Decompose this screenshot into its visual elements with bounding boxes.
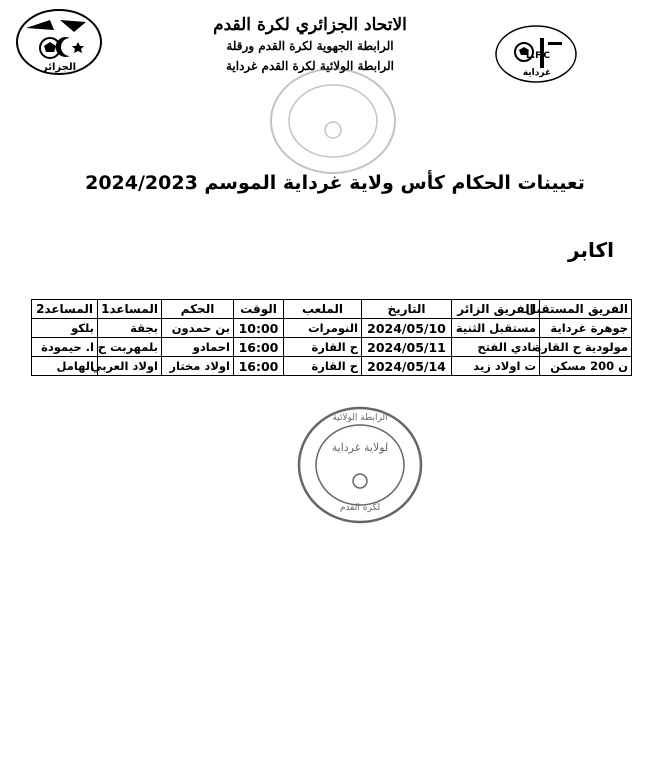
column-header: الملعب <box>284 300 362 319</box>
column-header: الحكم <box>162 300 234 319</box>
stamp-text-bottom: لكرة القدم <box>339 503 381 513</box>
stamp-text-middle: لولاية غرداية <box>331 441 389 454</box>
time-cell: 16:00 <box>234 357 284 376</box>
wilaya-league-logo-text: غرداية <box>522 68 552 78</box>
assistant2-cell: بلكو <box>32 319 98 338</box>
column-header: الفريق الزائر <box>452 300 540 319</box>
table-row <box>32 338 632 357</box>
category-label: اكابر <box>568 238 614 262</box>
referee-cell: اولاد مختار <box>162 357 234 376</box>
referee-cell: احمادو <box>162 338 234 357</box>
date-cell: 2024/05/14 <box>362 357 452 376</box>
wilaya-league-logo <box>494 24 578 84</box>
away-team-cell: ت اولاد زيد <box>452 357 540 376</box>
official-stamp <box>296 405 424 525</box>
federation-logo-text: الجزائر <box>41 62 76 73</box>
assistant1-cell: اولاد العربي <box>98 357 162 376</box>
column-header: المساعد2 <box>32 300 98 319</box>
referee-cell: بن حمدون <box>162 319 234 338</box>
assistant1-cell: بجقة <box>98 319 162 338</box>
date-cell: 2024/05/11 <box>362 338 452 357</box>
away-team-cell: نادي الفتح <box>452 338 540 357</box>
wilaya-league-name: الرابطة الولائية لكرة القدم غرداية <box>225 59 395 73</box>
table-header-row <box>32 300 632 319</box>
stadium-cell: ح القارة <box>284 338 362 357</box>
home-team-cell: ن 200 مسكن <box>540 357 632 376</box>
home-team-cell: مولودية ح القارة <box>540 338 632 357</box>
time-cell: 16:00 <box>234 338 284 357</box>
referee-assignments-table <box>31 299 632 376</box>
date-cell: 2024/05/10 <box>362 319 452 338</box>
faint-stamp-icon <box>268 66 398 176</box>
column-header: الفريق المستقبل <box>540 300 632 319</box>
assistant2-cell: الهامل <box>32 357 98 376</box>
federation-name: الاتحاد الجزائري لكرة القدم <box>213 15 407 35</box>
time-cell: 10:00 <box>234 319 284 338</box>
column-header: التاريخ <box>362 300 452 319</box>
assistant2-cell: ا. حيمودة <box>32 338 98 357</box>
regional-league-name: الرابطة الجهوية لكرة القدم ورقلة <box>226 39 394 53</box>
assistant1-cell: بلمهربت ح <box>98 338 162 357</box>
column-header: المساعد1 <box>98 300 162 319</box>
stadium-cell: ح القارة <box>284 357 362 376</box>
stadium-cell: النومرات <box>284 319 362 338</box>
table-row <box>32 357 632 376</box>
away-team-cell: مستقبل الثنية <box>452 319 540 338</box>
page-title: تعيينات الحكام كأس ولاية غرداية الموسم 2024/2023 <box>85 172 585 194</box>
column-header: الوقت <box>234 300 284 319</box>
stamp-text-top: الرابطة الولائية <box>332 413 388 423</box>
federation-logo <box>14 8 104 80</box>
home-team-cell: جوهرة غرداية <box>540 319 632 338</box>
table-row <box>32 319 632 338</box>
svg-text:L.F.C: L.F.C <box>525 51 550 61</box>
